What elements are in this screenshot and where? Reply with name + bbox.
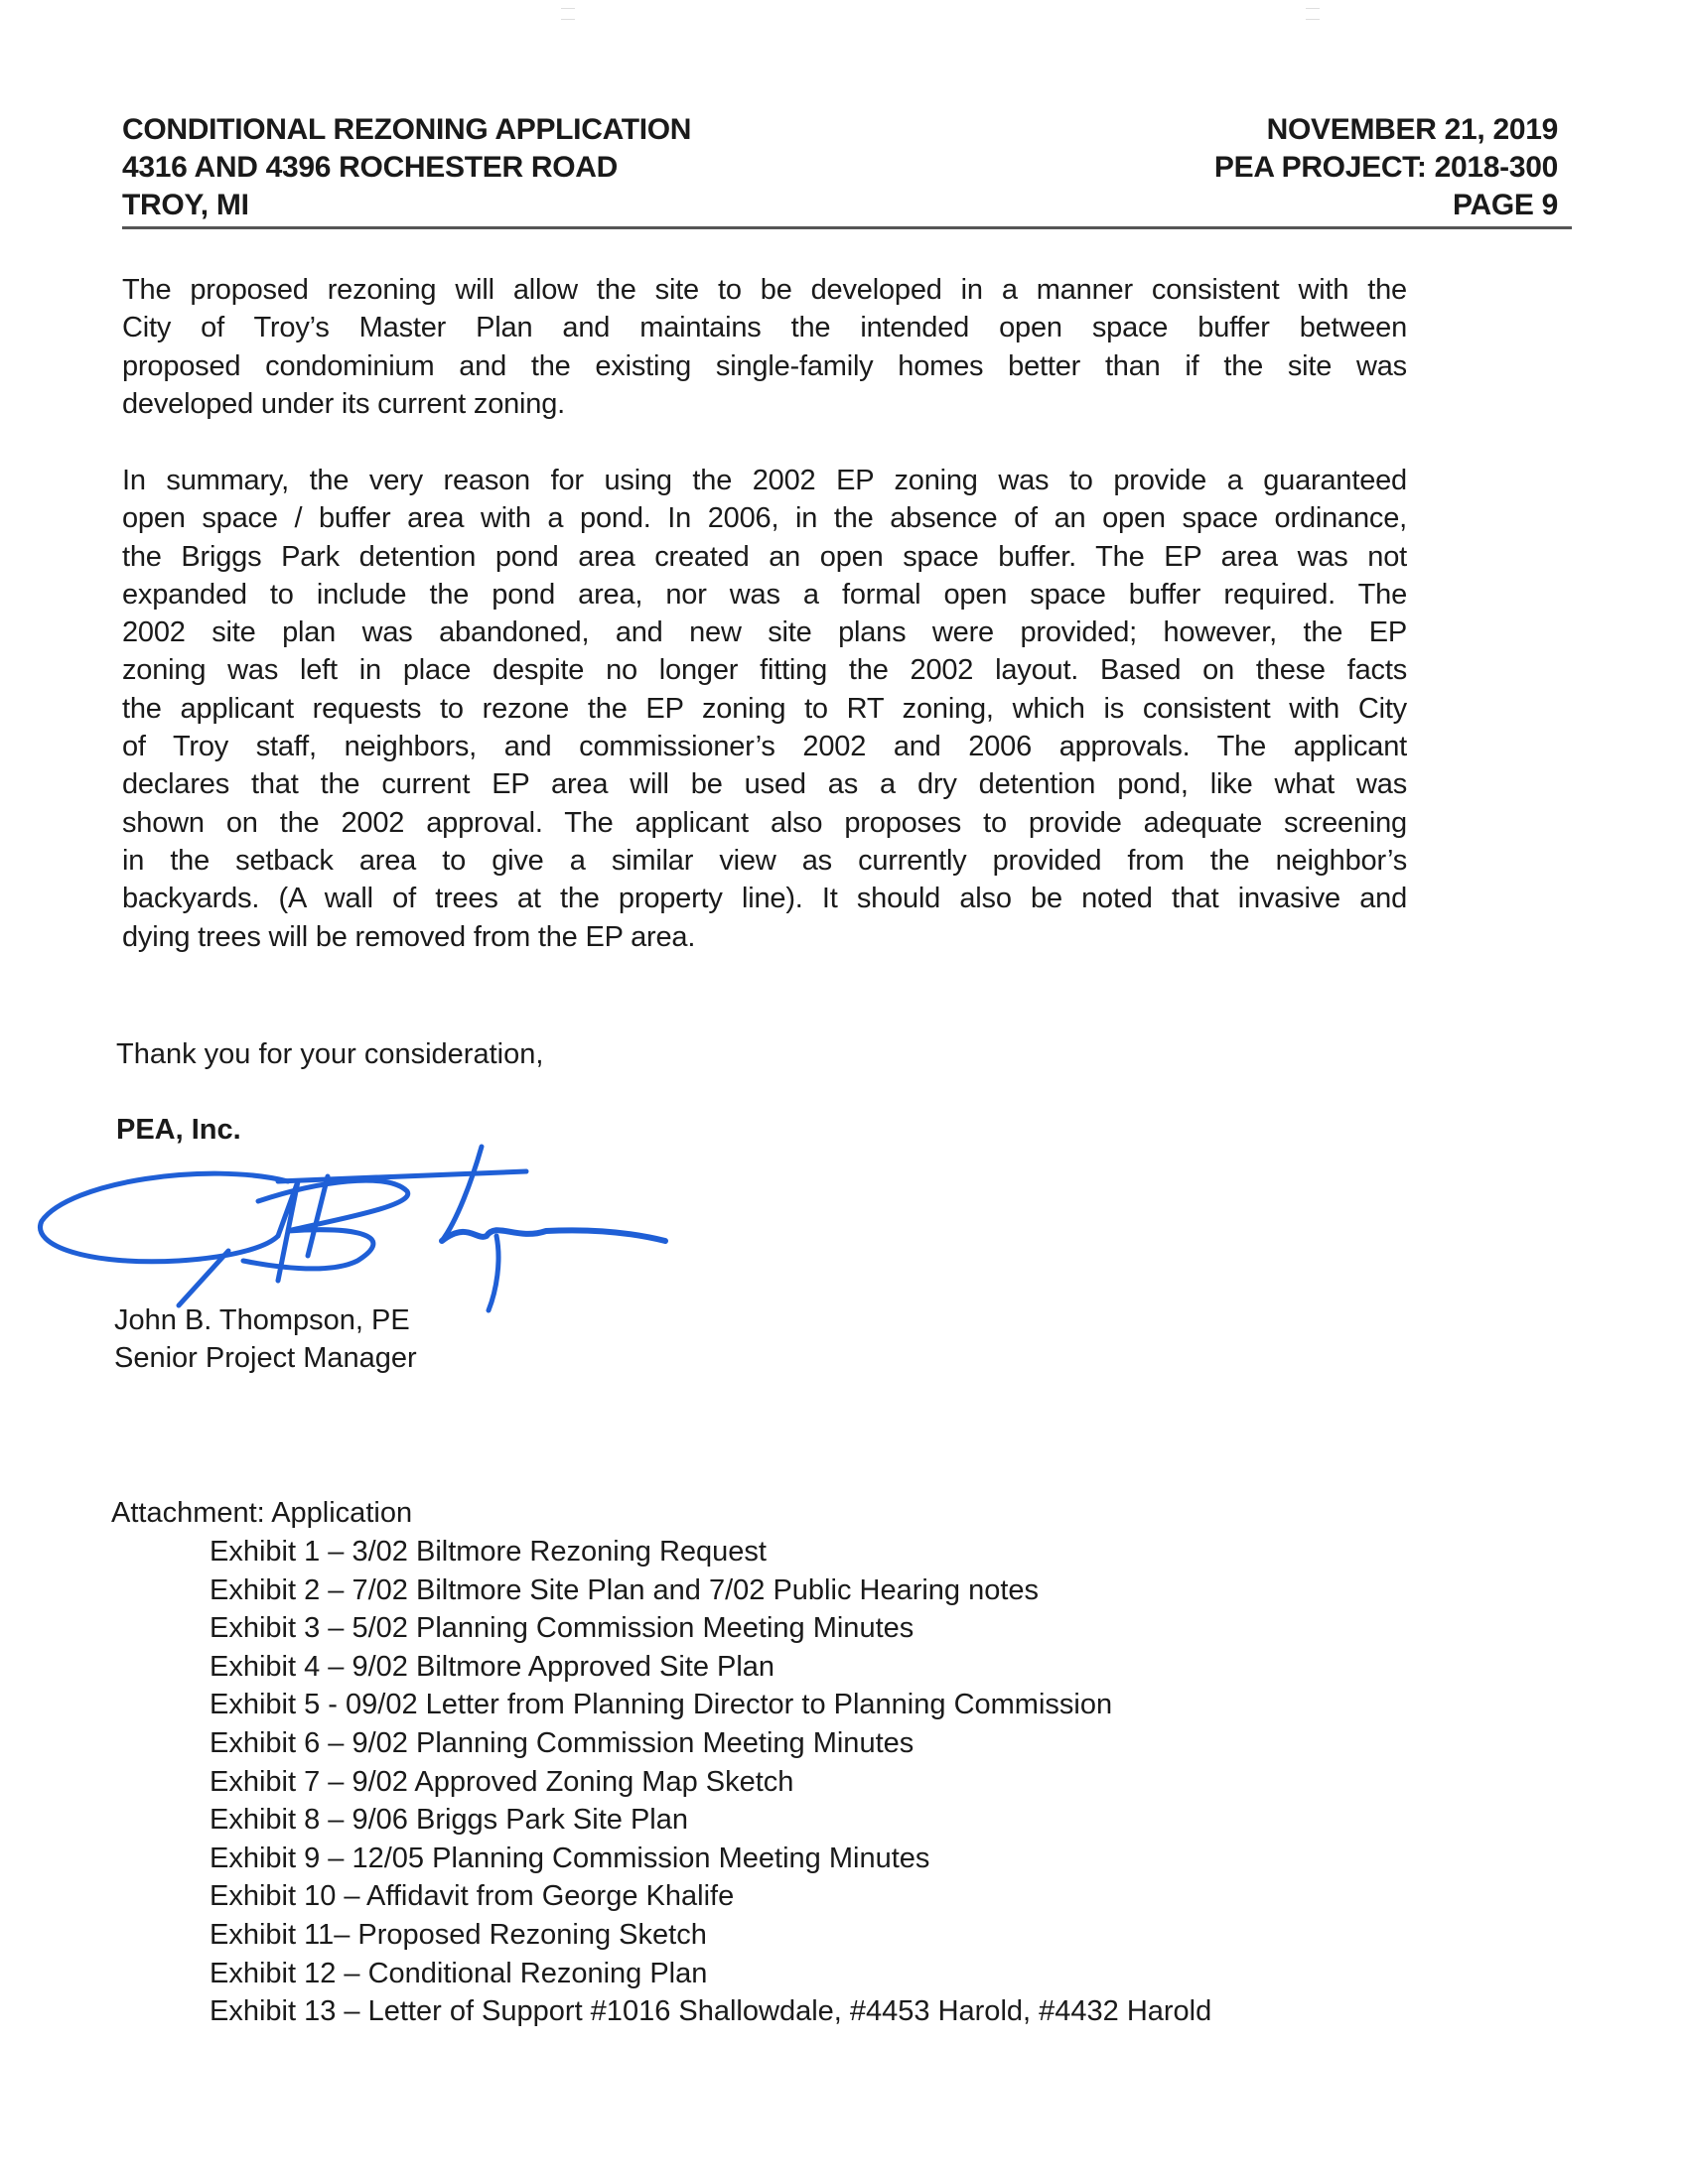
header-divider [122, 226, 1572, 229]
site-city: TROY, MI [122, 189, 249, 221]
company-name: PEA, Inc. [116, 1114, 241, 1146]
exhibit-item: Exhibit 7 – 9/02 Approved Zoning Map Sketch [210, 1765, 794, 1798]
text-line: developed under its current zoning. [122, 387, 566, 420]
attachments-label: Attachment: Application [111, 1497, 413, 1529]
paragraph-1 [122, 271, 1407, 423]
text-line: proposed condominium and the existing single-family homes better than if the site was [122, 349, 1407, 382]
exhibit-item: Exhibit 6 – 9/02 Planning Commission Meeting Minutes [210, 1726, 914, 1759]
exhibit-item: Exhibit 4 – 9/02 Biltmore Approved Site Plan [210, 1650, 775, 1683]
text-line: shown on the 2002 approval. The applicant also proposes to provide adequate screening [122, 806, 1407, 839]
closing-line: Thank you for your consideration, [116, 1038, 544, 1070]
text-line: the Briggs Park detention pond area created an open space buffer. The EP area was not [122, 540, 1407, 573]
text-line: backyards. (A wall of trees at the property line). It should also be noted that invasive and [122, 883, 1407, 915]
paragraph-2 [122, 462, 1407, 956]
text-line: 2002 site plan was abandoned, and new site plans were provided; however, the EP [122, 616, 1407, 649]
signer-title: Senior Project Manager [114, 1342, 417, 1374]
exhibit-item: Exhibit 9 – 12/05 Planning Commission Meeting Minutes [210, 1842, 930, 1874]
exhibit-item: Exhibit 12 – Conditional Rezoning Plan [210, 1957, 708, 1989]
exhibit-list [210, 1533, 1211, 2031]
project-number: PEA PROJECT: 2018-300 [1213, 151, 1558, 184]
scan-artifact [1306, 8, 1320, 20]
header-left [122, 111, 691, 224]
document-date: NOVEMBER 21, 2019 [1266, 113, 1558, 146]
text-line: City of Troy’s Master Plan and maintains the intended open space buffer between [122, 312, 1407, 344]
exhibit-item: Exhibit 5 - 09/02 Letter from Planning Director to Planning Commission [210, 1689, 1113, 1721]
text-line: the applicant requests to rezone the EP zoning to RT zoning, which is consistent with City [122, 692, 1407, 725]
text-line: The proposed rezoning will allow the site to be developed in a manner consistent with the [122, 274, 1407, 306]
exhibit-item: Exhibit 1 – 3/02 Biltmore Rezoning Request [210, 1536, 767, 1568]
text-line: declares that the current EP area will be used as a dry detention pond, like what was [122, 768, 1407, 801]
header-right [1214, 111, 1558, 224]
text-line: In summary, the very reason for using the 2002 EP zoning was to provide a guaranteed [122, 465, 1407, 496]
exhibit-item: Exhibit 11– Proposed Rezoning Sketch [210, 1918, 707, 1951]
text-line: zoning was left in place despite no longer fitting the 2002 layout. Based on these facts [122, 654, 1407, 687]
text-line: dying trees will be removed from the EP area. [122, 920, 696, 953]
site-address: 4316 AND 4396 ROCHESTER ROAD [122, 151, 618, 184]
exhibit-item: Exhibit 10 – Affidavit from George Khalife [210, 1880, 735, 1913]
exhibit-item: Exhibit 13 – Letter of Support #1016 Shallowdale, #4453 Harold, #4432 Harold [210, 1995, 1212, 2028]
document-title: CONDITIONAL REZONING APPLICATION [122, 113, 692, 146]
exhibit-item: Exhibit 2 – 7/02 Biltmore Site Plan and 7/02 Public Hearing notes [210, 1573, 1040, 1606]
scan-artifact [561, 8, 575, 20]
page-number: PAGE 9 [1452, 189, 1558, 221]
signer-name: John B. Thompson, PE [114, 1304, 410, 1336]
exhibit-item: Exhibit 3 – 5/02 Planning Commission Meeting Minutes [210, 1612, 914, 1645]
text-line: in the setback area to give a similar view as currently provided from the neighbor’s [122, 844, 1407, 877]
signature-icon [30, 1142, 675, 1315]
text-line: open space / buffer area with a pond. In 2006, in the absence of an open space ordinance, [122, 502, 1407, 535]
text-line: expanded to include the pond area, nor was a formal open space buffer required. The [122, 578, 1407, 611]
exhibit-item: Exhibit 8 – 9/06 Briggs Park Site Plan [210, 1804, 688, 1837]
text-line: of Troy staff, neighbors, and commissioner’s 2002 and 2006 approvals. The applicant [122, 731, 1407, 763]
